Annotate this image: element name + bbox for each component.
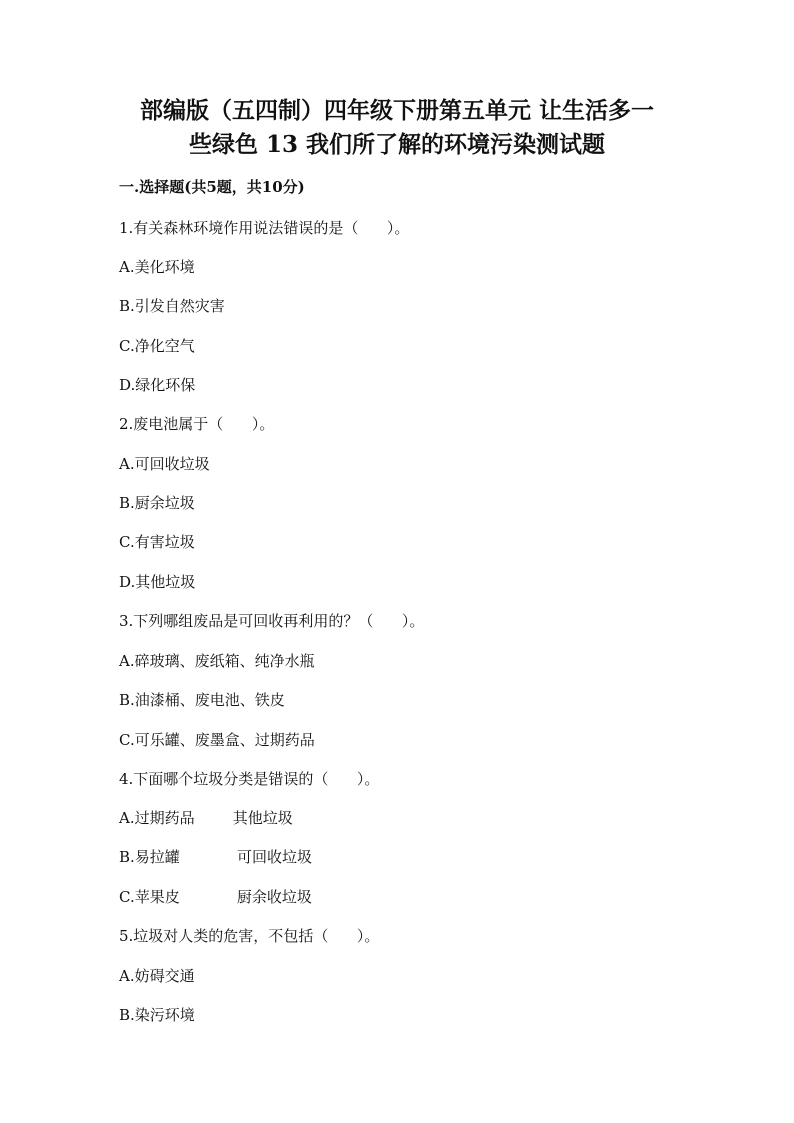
- question-4-option-c: C.苹果皮 厨余收垃圾: [119, 888, 312, 906]
- question-3-stem: 3.下列哪组废品是可回收再利用的？（ ）。: [119, 612, 425, 630]
- question-2-option-a: A.可回收垃圾: [119, 455, 210, 473]
- section-heading: 一.选择题(共5题，共10分): [119, 178, 305, 196]
- question-4-stem: 4.下面哪个垃圾分类是错误的（ ）。: [119, 770, 380, 788]
- question-1-stem: 1.有关森林环境作用说法错误的是（ ）。: [119, 219, 410, 237]
- question-3-option-a: A.碎玻璃、废纸箱、纯净水瓶: [119, 652, 315, 670]
- question-1-option-a: A.美化环境: [119, 258, 195, 276]
- question-3-option-c: C.可乐罐、废墨盒、过期药品: [119, 731, 315, 749]
- question-4-option-a: A.过期药品 其他垃圾: [119, 809, 293, 827]
- title-line-2: 些绿色 13 我们所了解的环境污染测试题: [188, 131, 606, 158]
- question-2-option-b: B.厨余垃圾: [119, 494, 195, 512]
- question-2-stem: 2.废电池属于（ ）。: [119, 415, 275, 433]
- question-5-option-a: A.妨碍交通: [119, 967, 195, 985]
- title-line-1: 部编版（五四制）四年级下册第五单元 让生活多一: [139, 97, 654, 124]
- question-5-stem: 5.垃圾对人类的危害，不包括（ ）。: [119, 927, 380, 945]
- question-4-option-b: B.易拉罐 可回收垃圾: [119, 848, 313, 866]
- question-5-option-b: B.染污环境: [119, 1006, 195, 1024]
- question-1-option-c: C.净化空气: [119, 337, 195, 355]
- question-1-option-d: D.绿化环保: [119, 376, 196, 394]
- question-2-option-c: C.有害垃圾: [119, 533, 195, 551]
- question-3-option-b: B.油漆桶、废电池、铁皮: [119, 691, 285, 709]
- question-1-option-b: B.引发自然灾害: [119, 297, 225, 315]
- question-2-option-d: D.其他垃圾: [119, 573, 196, 591]
- document-title: [90, 94, 704, 162]
